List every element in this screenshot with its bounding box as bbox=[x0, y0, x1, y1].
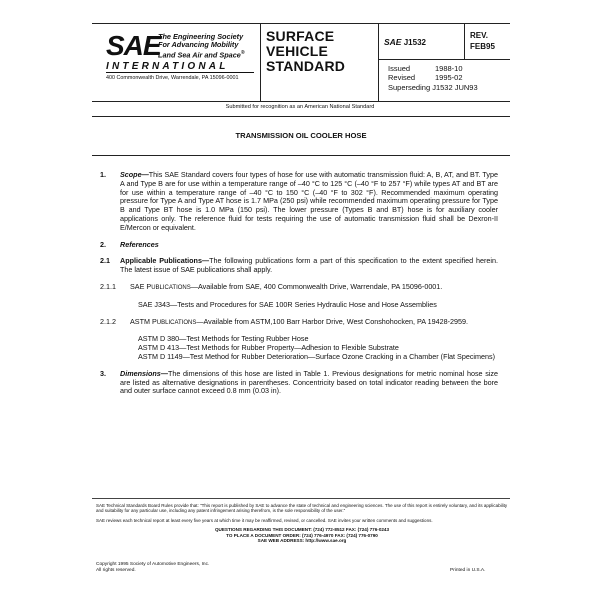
copyright-line: Copyright 1995 Society of Automotive Engineers, Inc. bbox=[96, 562, 210, 567]
section-body: This SAE Standard covers four types of hose for use with automatic transmission fluid: A, B, AT, and BT. Type A and Type B are for use within a temperature range of –40 °C to 125 °C (–40 °F to 257 °F) while types AT and BT are for use within a temperature range of –40 °C to 150 °C (–40 °F to 302 °F). Recommended maximum operating pressure for Type A and Type AT hose is 1.7 MPa (250 psi) while recommended maximum operating pressure for Type B and Type BT hose is 1.0 MPa (150 psi). The lower pressure (Types B and BT) hose is for auxiliary cooler applications only. The reference fluid for tests requiring the use of automatic transmission fluid shall be Dexron-II E/Mercon or equivalent. bbox=[120, 170, 498, 232]
footer-order: TO PLACE A DOCUMENT ORDER: (724) 776-4970 FAX: (724) 776-0790 bbox=[226, 532, 378, 538]
header-divider bbox=[260, 23, 261, 101]
document-title: TRANSMISSION OIL COOLER HOSE bbox=[235, 131, 367, 140]
section-1-scope bbox=[100, 171, 498, 233]
header-top-rule bbox=[92, 23, 510, 24]
section-number: 2. bbox=[100, 239, 106, 249]
publisher-a: SAE P bbox=[130, 281, 152, 291]
footer-questions: QUESTIONS REGARDING THIS DOCUMENT: (724) 772-8512 FAX: (724) 776-0243 bbox=[214, 527, 390, 532]
publisher-b: UBLICATIONS bbox=[156, 319, 197, 326]
section-heading: Scope— bbox=[120, 170, 149, 179]
section-number: 3. bbox=[100, 368, 106, 378]
section-3-dimensions bbox=[100, 370, 498, 396]
document-body bbox=[100, 171, 498, 396]
section-number: 2.1.2 bbox=[100, 316, 116, 326]
section-number: 2.1.1 bbox=[100, 281, 116, 291]
rev-value: FEB95 bbox=[470, 42, 495, 51]
sae-logo-mark: SAE bbox=[106, 30, 161, 61]
revised-value: 1995-02 bbox=[435, 73, 463, 83]
issued-value: 1988-10 bbox=[435, 64, 463, 73]
footer-notice bbox=[96, 503, 508, 523]
section-text bbox=[120, 257, 498, 275]
publisher-b: UBLICATIONS bbox=[151, 284, 191, 291]
astm-reference-list bbox=[100, 335, 498, 361]
submitted-note: Submitted for recognition as an American National Standard bbox=[225, 104, 375, 110]
title-line-surface: SURFACE bbox=[266, 28, 335, 44]
revision-block bbox=[470, 30, 495, 52]
section-2-1-1 bbox=[100, 283, 498, 293]
reference-astm-d1149: ASTM D 1149—Test Method for Rubber Deterioration—Surface Ozone Cracking in a Chamber (Flat Specimens) bbox=[138, 351, 495, 361]
section-text bbox=[120, 370, 498, 396]
title-line-standard: STANDARD bbox=[266, 58, 346, 74]
section-heading: Dimensions— bbox=[120, 368, 168, 378]
section-body: —Available from SAE, 400 Commonwealth Drive, Warrendale, PA 15096-0001. bbox=[190, 281, 443, 291]
section-heading: Applicable Publications— bbox=[120, 256, 210, 266]
doc-number: J1532 bbox=[403, 38, 426, 47]
publisher-a: ASTM P bbox=[130, 316, 157, 326]
section-text bbox=[130, 283, 498, 293]
section-body: —Available from ASTM,100 Barr Harbor Drive, West Conshohocken, PA 19428-2959. bbox=[196, 316, 468, 326]
section-2-1 bbox=[100, 257, 498, 275]
registered-mark: ® bbox=[240, 50, 245, 57]
header-divider bbox=[378, 59, 510, 60]
tagline-line-1: The Engineering Society bbox=[158, 32, 244, 41]
printed-in: Printed in U.S.A. bbox=[450, 568, 486, 573]
sae-logo-international: INTERNATIONAL bbox=[106, 61, 229, 72]
section-2-1-2 bbox=[100, 318, 498, 328]
reference-astm-d413: ASTM D 413—Test Methods for Rubber Property—Adhesion to Flexible Substrate bbox=[138, 343, 399, 353]
footer-web: SAE WEB ADDRESS: http://www.sae.org bbox=[257, 538, 347, 543]
section-heading: References bbox=[120, 239, 159, 249]
footer-contacts bbox=[96, 527, 508, 544]
section-text bbox=[130, 318, 498, 328]
superseding-note: Superseding J1532 JUN93 bbox=[388, 83, 478, 92]
title-line-vehicle: VEHICLE bbox=[266, 43, 329, 59]
logo-rule bbox=[106, 72, 254, 73]
sae-logo bbox=[106, 30, 256, 82]
footer-rules-text: SAE Technical Standards Board Rules provide that: "This report is published by SAE to advance the state of technical and engineering sciences. The use of this report is entirely voluntary, and its applicability and suitability for any particular use, including any patent infringement arising therefrom, is the sole responsibility of the user." bbox=[96, 503, 508, 514]
footer-copyright bbox=[96, 562, 209, 573]
reference-astm-d380: ASTM D 380—Test Methods for Testing Rubber Hose bbox=[138, 334, 309, 344]
header-divider bbox=[464, 23, 465, 59]
header-bottom-rule bbox=[92, 101, 510, 102]
revised-label: Revised bbox=[388, 73, 416, 83]
header-divider bbox=[378, 23, 379, 101]
tagline-line-3: Land Sea Air and Space® bbox=[158, 50, 245, 60]
footer-rule bbox=[92, 498, 510, 499]
rights-line: All rights reserved. bbox=[96, 567, 136, 573]
sae-address: 400 Commonwealth Drive, Warrendale, PA 15096-0001 bbox=[106, 75, 239, 81]
standard-type-title bbox=[266, 29, 345, 74]
section-2-references bbox=[100, 241, 498, 250]
issue-dates bbox=[388, 64, 463, 82]
tagline-line-2: For Advancing Mobility bbox=[158, 40, 239, 50]
title-top-rule bbox=[92, 116, 510, 117]
doc-prefix-sae: SAE bbox=[384, 37, 402, 47]
title-bottom-rule bbox=[92, 155, 510, 156]
section-body: The following publications form a part of this specification to the extent specified herein. The latest issue of SAE publications shall apply. bbox=[120, 256, 498, 275]
section-number: 1. bbox=[100, 170, 106, 179]
reference-sae-j343: SAE J343—Tests and Procedures for SAE 100R Series Hydraulic Hose and Hose Assemblies bbox=[138, 299, 437, 309]
section-number: 2.1 bbox=[100, 256, 110, 266]
section-text bbox=[120, 171, 498, 233]
section-body: The dimensions of this hose are listed in Table 1. Previous designations for metric nominal hose size are listed as alternative designations in parentheses. Concentricity based on total indicator reading between the bore and outer surface cannot exceed 0.8 mm (0.03 in). bbox=[120, 368, 498, 396]
document-number bbox=[384, 37, 426, 47]
rev-label: REV. bbox=[470, 31, 488, 40]
issued-row bbox=[388, 64, 463, 73]
footer-review-text: SAE reviews each technical report at least every five years at which time it may be reaffirmed, revised, or cancelled. SAE invites your written comments and suggestions. bbox=[96, 517, 433, 523]
revised-row bbox=[388, 73, 463, 82]
issued-label: Issued bbox=[388, 64, 411, 73]
